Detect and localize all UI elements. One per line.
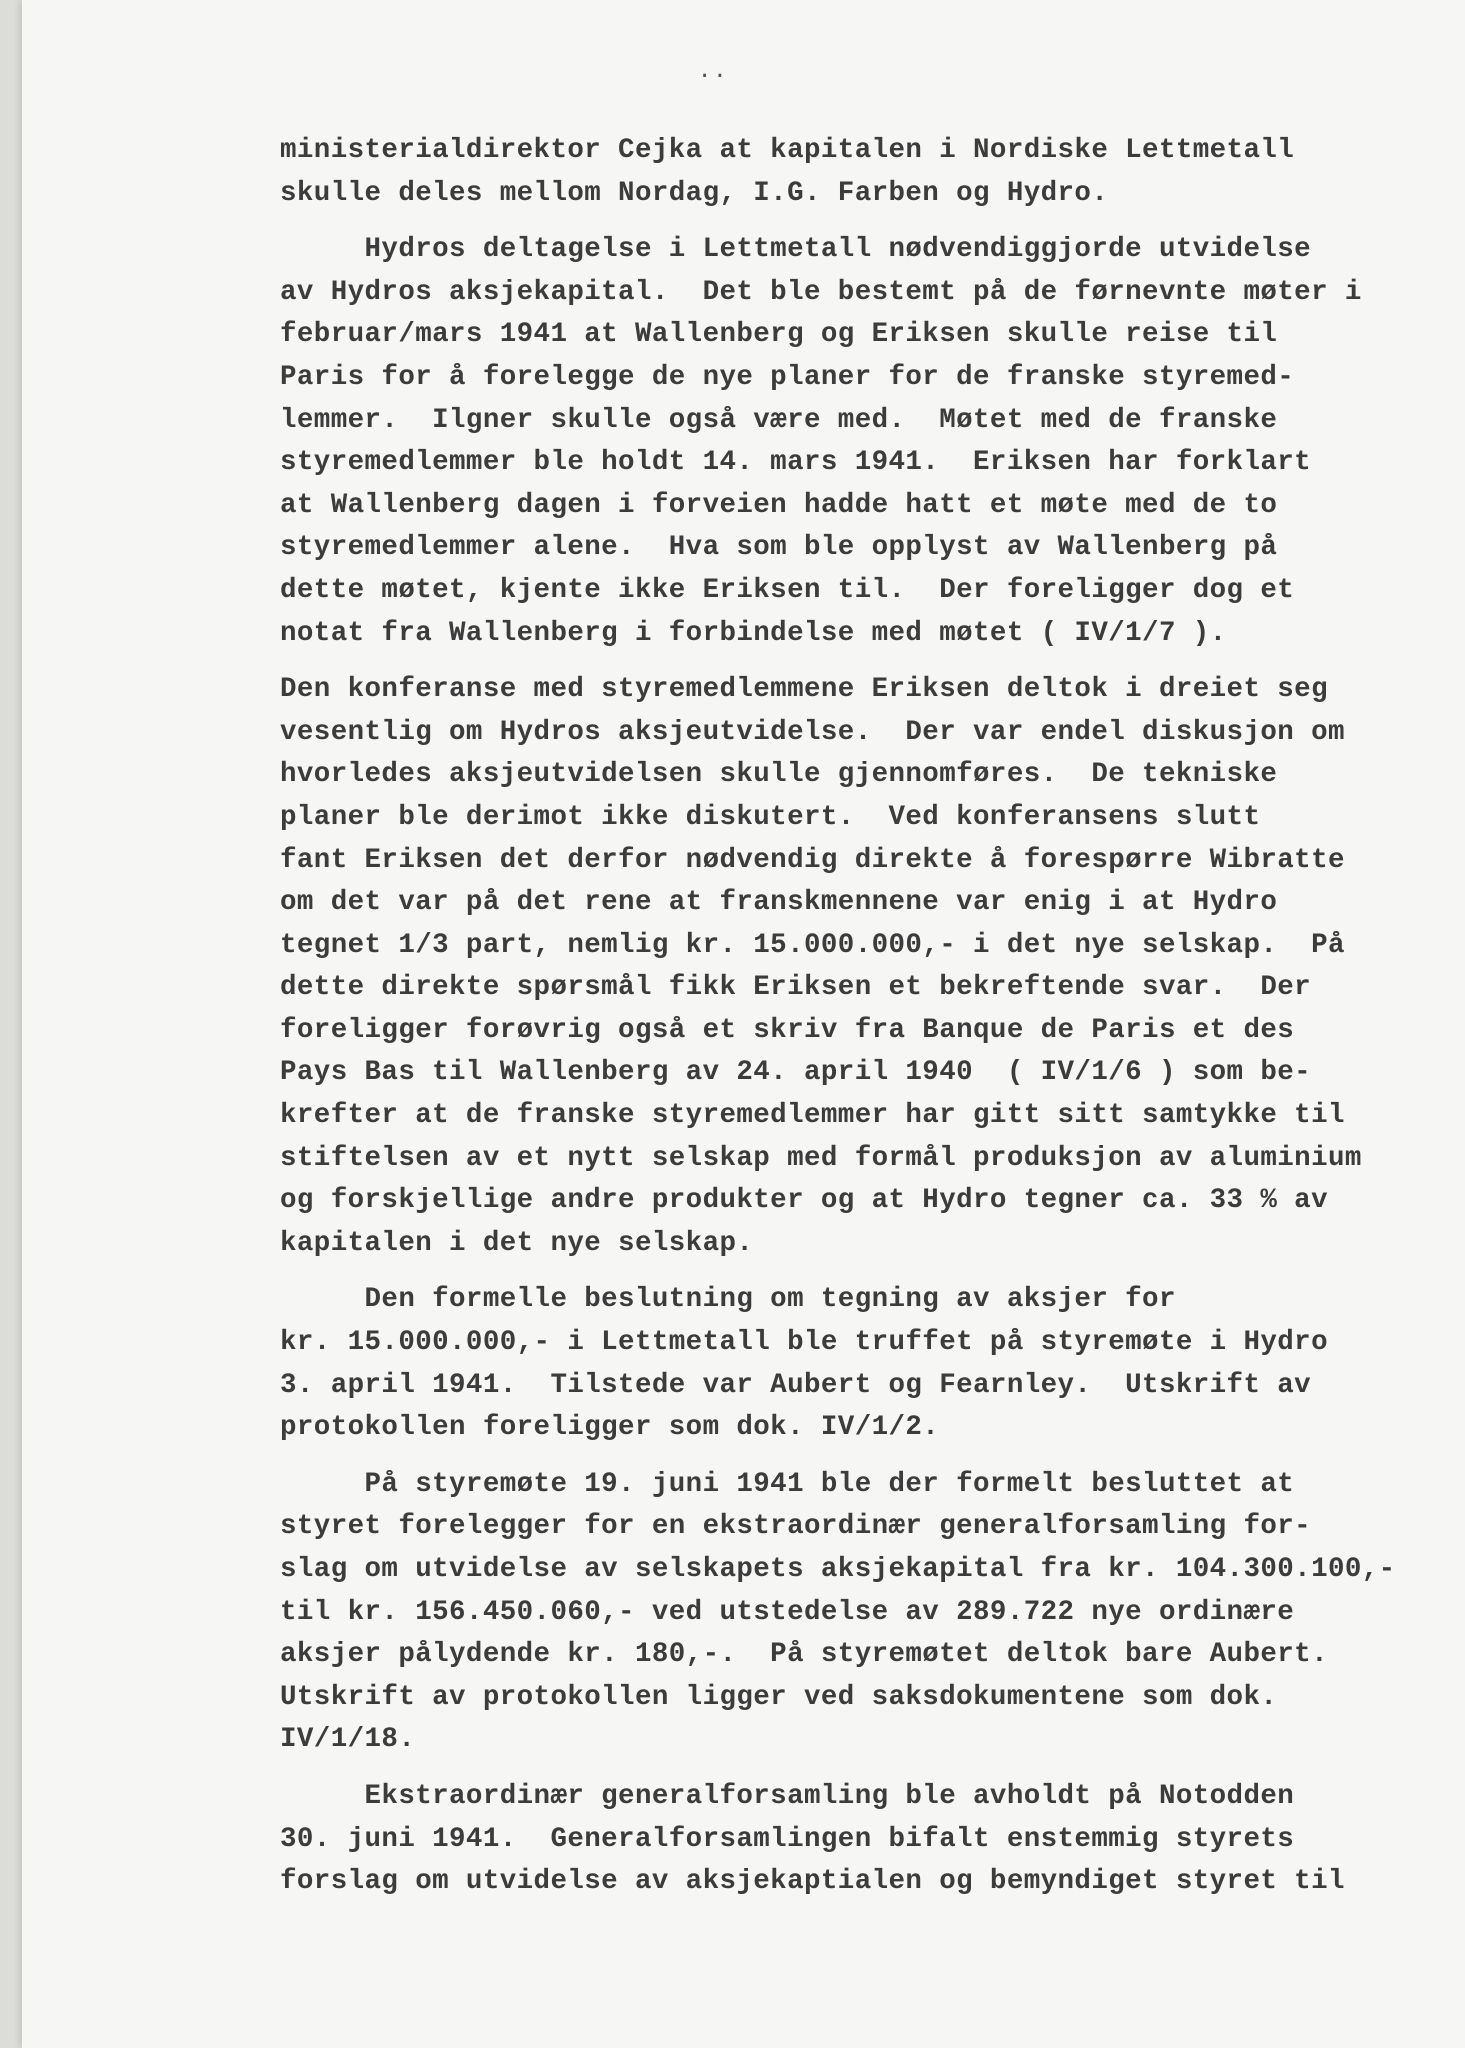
paragraph-6 (280, 1776, 1410, 1904)
text-line: kapitalen i det nye selskap. (280, 1227, 754, 1259)
text-line: Den formelle beslutning om tegning av aksjer for (280, 1284, 1176, 1316)
text-line: Den konferanse med styremedlemmene Eriksen deltok i dreiet seg (280, 674, 1328, 706)
text-line: aksjer pålydende kr. 180,-. På styremøtet deltok bare Aubert. (280, 1639, 1328, 1671)
paragraph-2 (280, 229, 1410, 655)
paragraph-5 (280, 1464, 1410, 1762)
paragraph-3 (280, 669, 1410, 1265)
text-line: tegnet 1/3 part, nemlig kr. 15.000.000,- i det nye selskap. På (280, 929, 1345, 961)
text-line: notat fra Wallenberg i forbindelse med møtet ( IV/1/7 ). (280, 617, 1227, 649)
text-line: styremedlemmer alene. Hva som ble opplyst av Wallenberg på (280, 532, 1278, 564)
document-page (22, 0, 1465, 2048)
text-line: forslag om utvidelse av aksjekaptialen og bemyndiget styret til (280, 1866, 1345, 1898)
text-line: Hydros deltagelse i Lettmetall nødvendiggjorde utvidelse (280, 234, 1312, 266)
text-line: fant Eriksen det derfor nødvendig direkte å forespørre Wibratte (280, 844, 1345, 876)
paragraph-4 (280, 1279, 1410, 1449)
text-line: Utskrift av protokollen ligger ved saksdokumentene som dok. (280, 1681, 1278, 1713)
text-line: februar/mars 1941 at Wallenberg og Eriksen skulle reise til (280, 319, 1278, 351)
text-line: styret forelegger for en ekstraordinær generalforsamling for- (280, 1511, 1312, 1543)
text-line: skulle deles mellom Nordag, I.G. Farben og Hydro. (280, 177, 1109, 209)
text-line: protokollen foreligger som dok. IV/1/2. (280, 1412, 940, 1444)
text-line: ministerialdirektor Cejka at kapitalen i Nordiske Lettmetall (280, 135, 1295, 166)
text-line: til kr. 156.450.060,- ved utstedelse av 289.722 nye ordinære (280, 1596, 1295, 1628)
text-line: foreligger forøvrig også et skriv fra Banque de Paris et des (280, 1014, 1295, 1046)
text-line: Paris for å forelegge de nye planer for de franske styremed- (280, 361, 1295, 393)
text-line: stiftelsen av et nytt selskap med formål produksjon av aluminium (280, 1142, 1362, 1174)
text-line: lemmer. Ilgner skulle også være med. Møtet med de franske (280, 404, 1278, 436)
text-line: vesentlig om Hydros aksjeutvidelse. Der var endel diskusjon om (280, 716, 1345, 748)
text-line: kr. 15.000.000,- i Lettmetall ble truffet på styremøte i Hydro (280, 1327, 1328, 1359)
text-line: om det var på det rene at franskmennene var enig i at Hydro (280, 887, 1278, 919)
text-line: dette direkte spørsmål fikk Eriksen et bekreftende svar. Der (280, 972, 1312, 1004)
text-line: og forskjellige andre produkter og at Hydro tegner ca. 33 % av (280, 1185, 1328, 1217)
text-line: Ekstraordinær generalforsamling ble avholdt på Notodden (280, 1780, 1295, 1812)
text-line: krefter at de franske styremedlemmer har gitt sitt samtykke til (280, 1100, 1345, 1132)
text-line: at Wallenberg dagen i forveien hadde hatt et møte med de to (280, 489, 1278, 521)
text-line: planer ble derimot ikke diskutert. Ved konferansens slutt (280, 801, 1261, 833)
text-line: dette møtet, kjente ikke Eriksen til. Der foreligger dog et (280, 574, 1295, 606)
text-line: Pays Bas til Wallenberg av 24. april 1940 ( IV/1/6 ) som be- (280, 1057, 1312, 1089)
page-header-mark: .. (698, 58, 729, 83)
text-line: På styremøte 19. juni 1941 ble der formelt besluttet at (280, 1468, 1295, 1500)
text-line: 3. april 1941. Tilstede var Aubert og Fearnley. Utskrift av (280, 1369, 1312, 1401)
typewritten-body (280, 130, 1410, 1904)
text-line: slag om utvidelse av selskapets aksjekapital fra kr. 104.300.100,- (280, 1554, 1396, 1585)
text-line: IV/1/18. (280, 1724, 416, 1756)
text-line: 30. juni 1941. Generalforsamlingen bifalt enstemmig styrets (280, 1823, 1295, 1855)
text-line: hvorledes aksjeutvidelsen skulle gjennomføres. De tekniske (280, 759, 1278, 791)
paragraph-1 (280, 130, 1410, 215)
text-line: av Hydros aksjekapital. Det ble bestemt på de førnevnte møter i (280, 276, 1362, 308)
text-line: styremedlemmer ble holdt 14. mars 1941. Eriksen har forklart (280, 447, 1312, 479)
